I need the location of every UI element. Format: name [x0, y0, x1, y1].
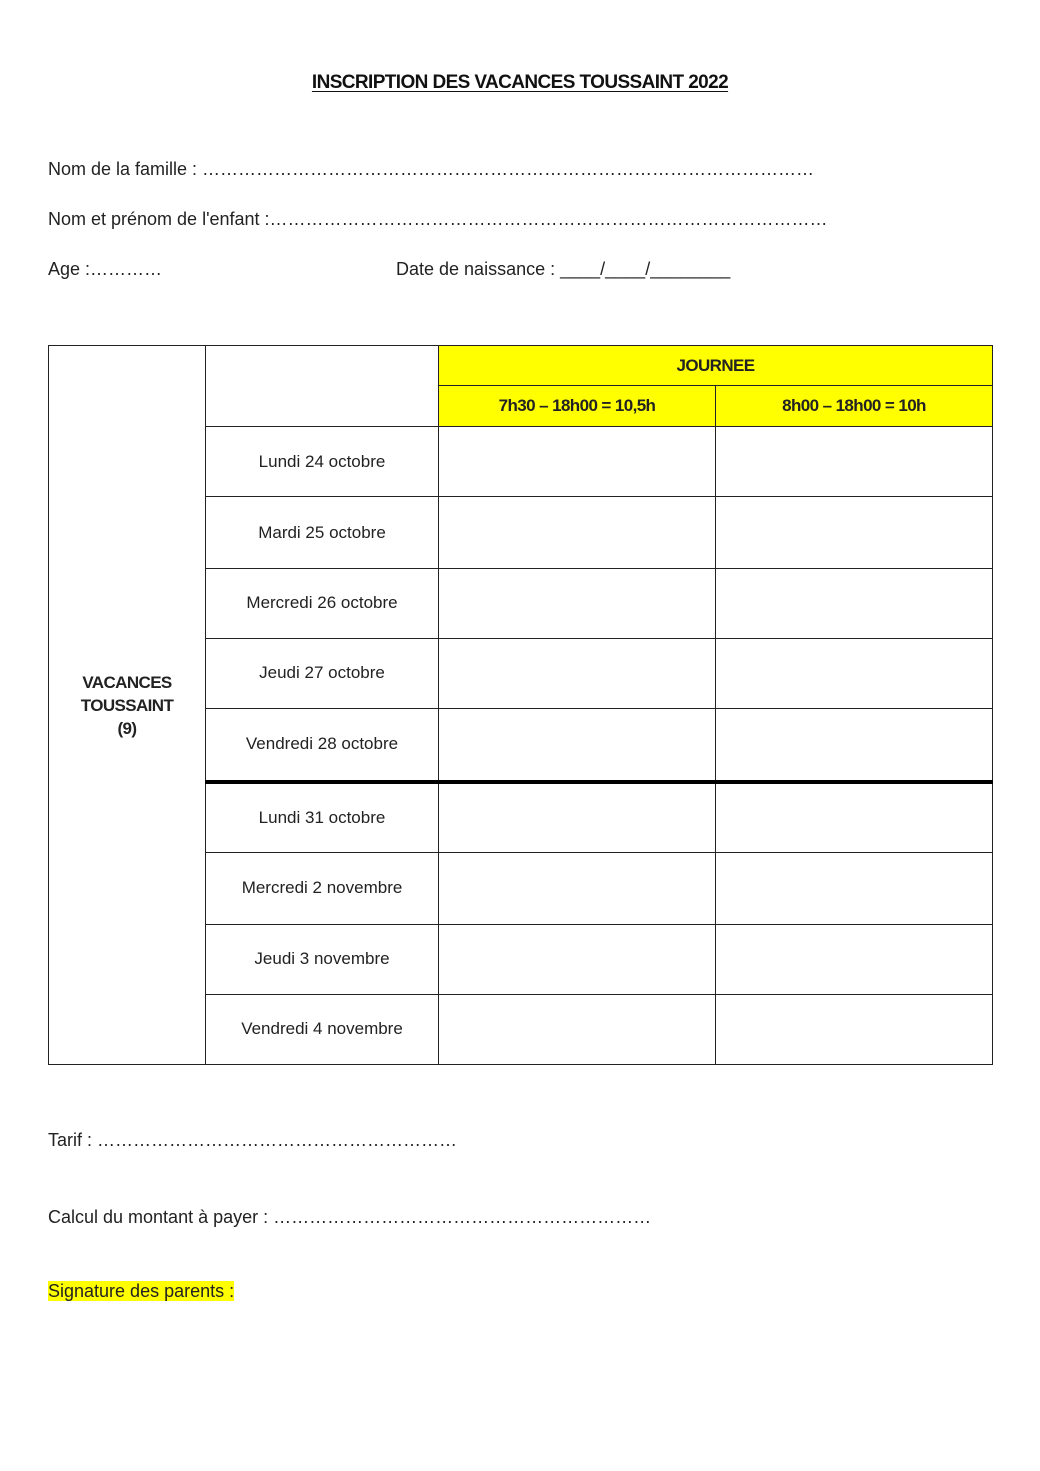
day-cell-col-2[interactable]: [716, 638, 993, 708]
day-cell-col-2[interactable]: [716, 782, 993, 853]
amount-field[interactable]: Calcul du montant à payer : ………………………………………………………: [48, 1207, 652, 1227]
header-journee: JOURNEE: [439, 346, 993, 386]
day-label: Jeudi 27 octobre: [206, 638, 439, 708]
day-cell-col-2[interactable]: [716, 924, 993, 994]
day-label: Vendredi 4 novembre: [206, 994, 439, 1064]
signature-highlight: Signature des parents :: [48, 1281, 235, 1301]
day-cell-col-1[interactable]: [439, 853, 716, 924]
section-label-line-2: TOUSSAINT: [80, 695, 174, 715]
day-cell-col-2[interactable]: [716, 994, 993, 1064]
signature-label: [48, 1281, 234, 1302]
day-label: Mercredi 26 octobre: [206, 568, 439, 638]
day-label: Jeudi 3 novembre: [206, 924, 439, 994]
registration-table: [48, 345, 993, 1065]
day-label: Lundi 24 octobre: [206, 427, 439, 497]
day-cell-col-2[interactable]: [716, 497, 993, 568]
day-label: Lundi 31 octobre: [206, 782, 439, 853]
day-cell-col-1[interactable]: [439, 497, 716, 568]
header-col-2: 8h00 – 18h00 = 10h: [716, 386, 993, 427]
section-label-cell: [49, 346, 206, 1065]
tarif-field[interactable]: Tarif : ……………………………………………………: [48, 1130, 458, 1150]
page-title: INSCRIPTION DES VACANCES TOUSSAINT 2022: [311, 72, 729, 93]
day-cell-col-1[interactable]: [439, 782, 716, 853]
day-cell-col-2[interactable]: [716, 568, 993, 638]
day-cell-col-1[interactable]: [439, 924, 716, 994]
day-label: Vendredi 28 octobre: [206, 708, 439, 781]
header-empty-cell: [206, 346, 439, 427]
child-name-field[interactable]: Nom et prénom de l'enfant :…………………………………………………………………………………: [48, 209, 828, 229]
day-cell-col-1[interactable]: [439, 427, 716, 497]
day-label: Mercredi 2 novembre: [206, 853, 439, 924]
header-col-1: 7h30 – 18h00 = 10,5h: [439, 386, 716, 427]
day-cell-col-2[interactable]: [716, 708, 993, 781]
section-label-line-1: VACANCES: [82, 672, 172, 692]
day-cell-col-1[interactable]: [439, 638, 716, 708]
family-name-field[interactable]: Nom de la famille : …………………………………………………………………………………………: [48, 159, 815, 179]
day-cell-col-2[interactable]: [716, 853, 993, 924]
day-label: Mardi 25 octobre: [206, 497, 439, 568]
day-cell-col-1[interactable]: [439, 568, 716, 638]
age-field[interactable]: Age :…………: [48, 259, 163, 279]
day-cell-col-1[interactable]: [439, 708, 716, 781]
day-cell-col-1[interactable]: [439, 994, 716, 1064]
section-label-line-3: (9): [117, 718, 137, 738]
birth-date-field[interactable]: Date de naissance : ____/____/________: [396, 259, 731, 279]
day-cell-col-2[interactable]: [716, 427, 993, 497]
